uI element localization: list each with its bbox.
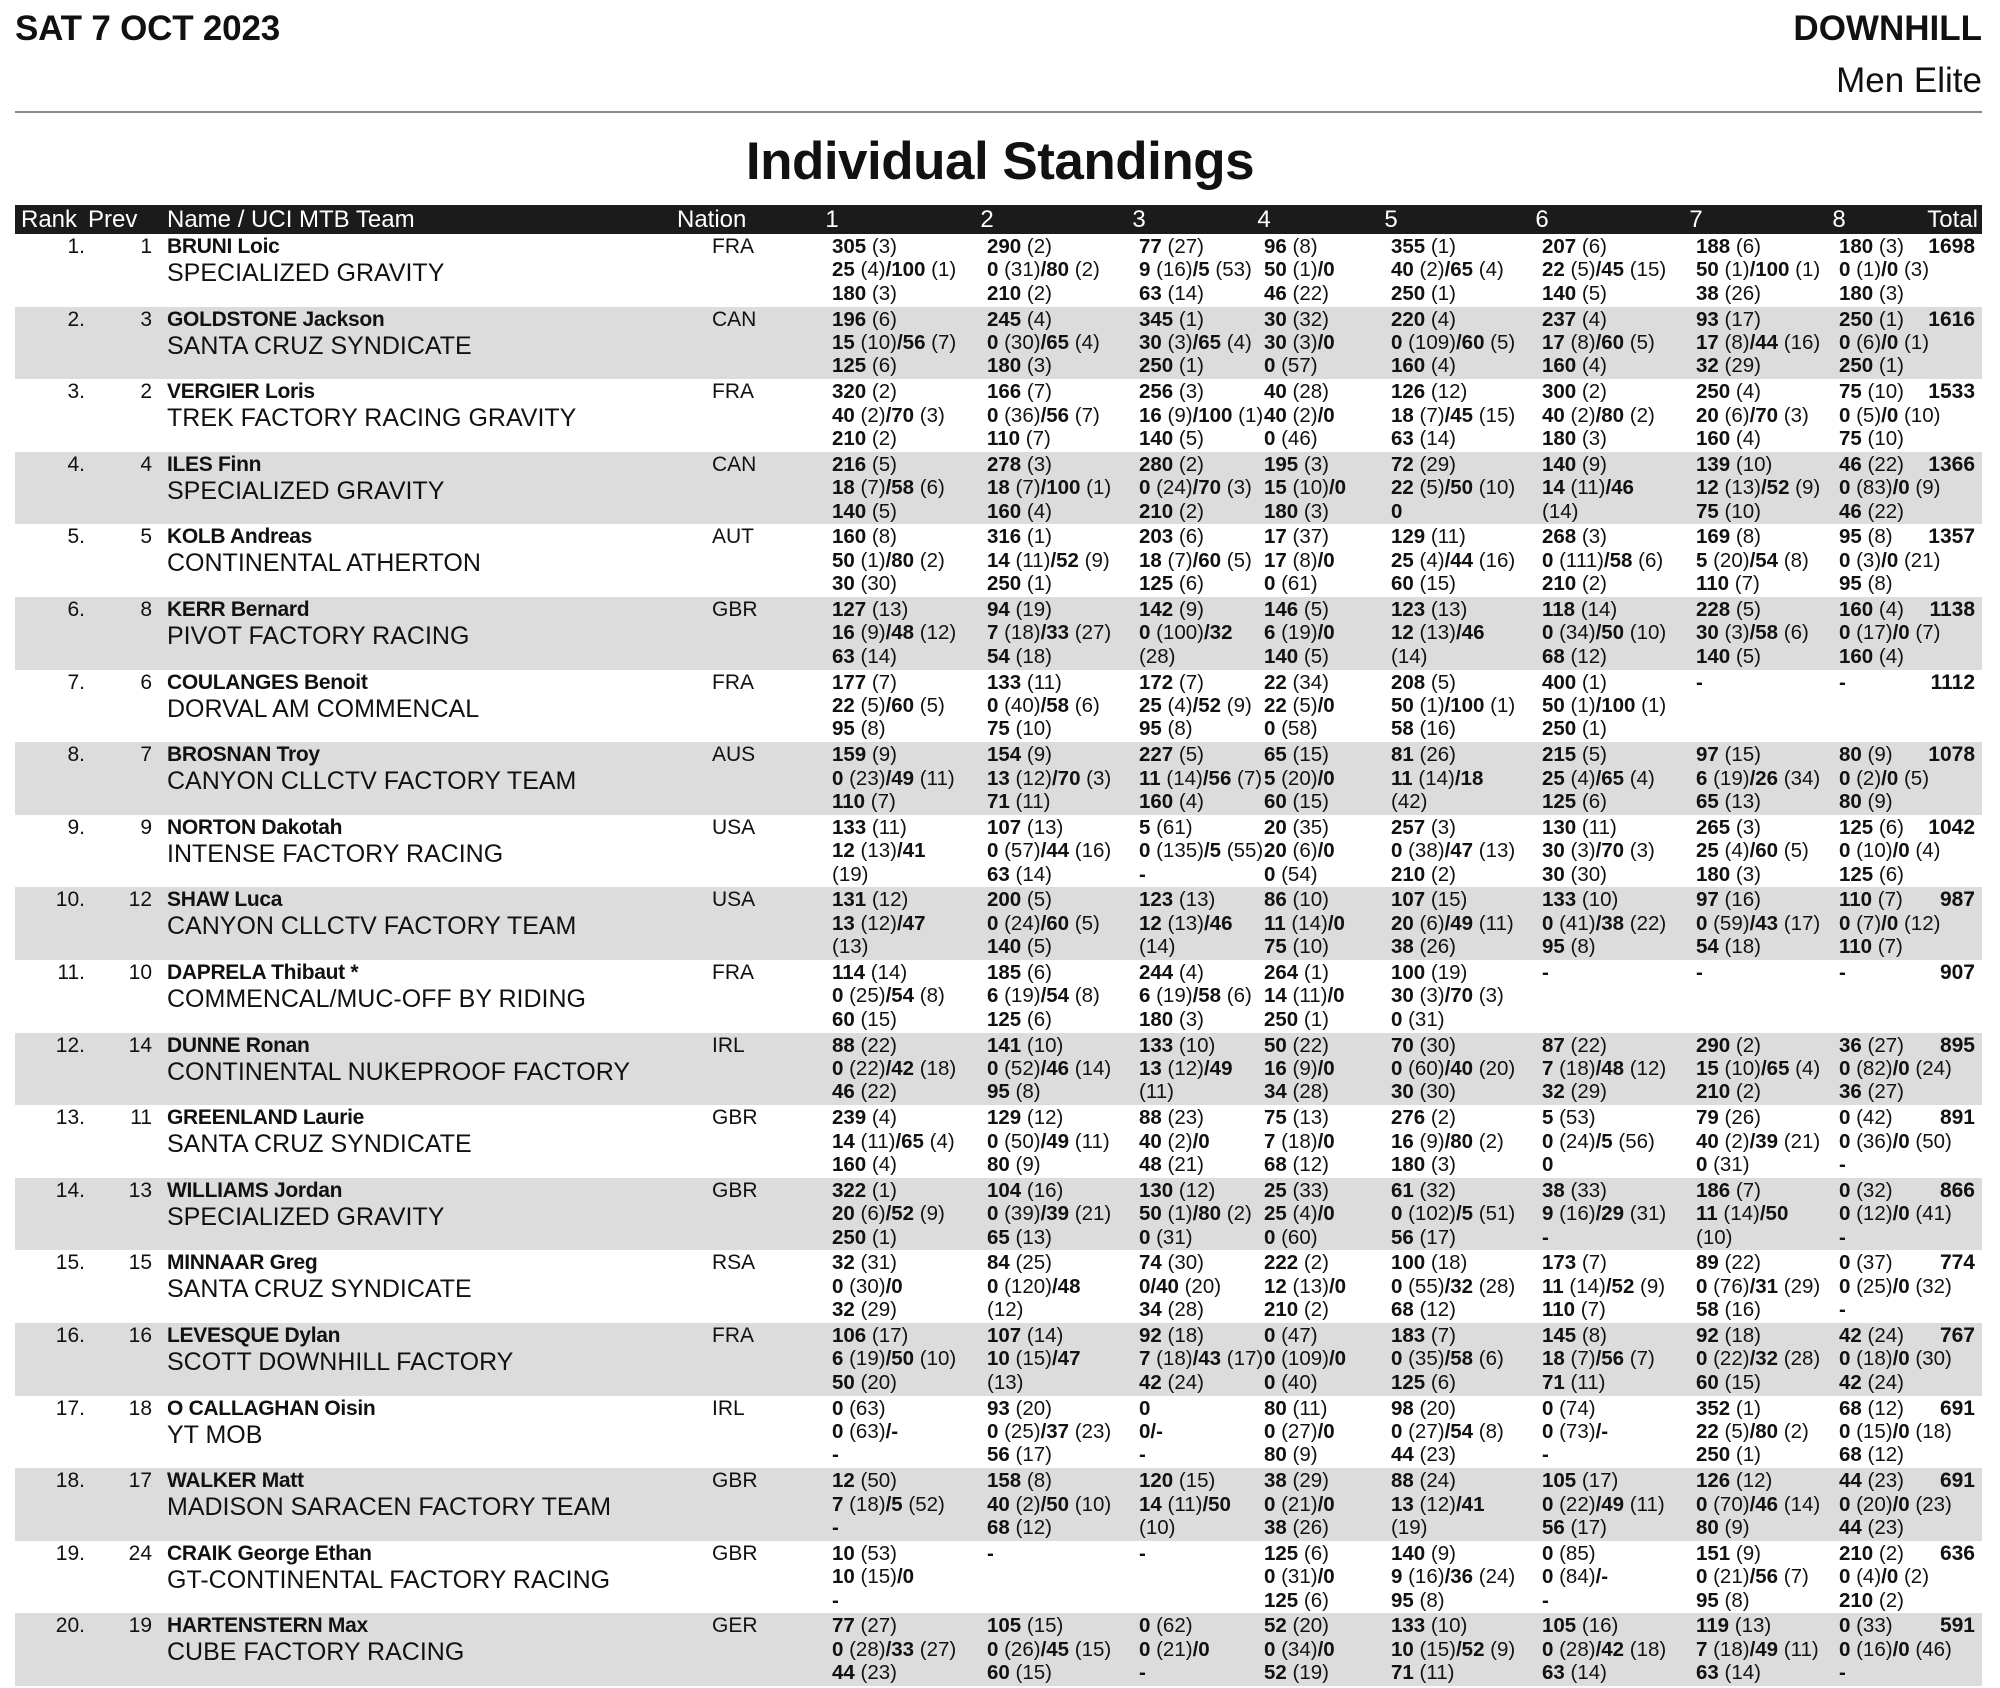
rank-cell: 9. — [67, 815, 85, 839]
column-header-race-1: 1 — [825, 206, 839, 233]
rider-name: WALKER Matt — [167, 1469, 304, 1493]
team-name: CANYON CLLCTV FACTORY TEAM — [167, 767, 577, 796]
previous-rank-cell: 24 — [128, 1541, 152, 1565]
total-points: 891 — [1939, 1106, 1975, 1130]
table-row: 14. 13 WILLIAMS Jordan SPECIALIZED GRAVITY GBR 322 (1) 20 (6)/52 (9) 250 (1) 104 (16) 0 (39)/39 (21) 65 (13) 130 (12) 50 (1)/80 (2) 0 (31) 25 (33) 25 (4)/0 0 (60) 61 (32) 0 (102)/5 (51) 56 (17) 38 (33) 9 (16)/29 (31) - 186 (7) 11 (14)/50 (10) 0 (32) 0 (12)/0 (41) - 866 — [15, 1178, 1982, 1251]
previous-rank-cell: 19 — [128, 1614, 152, 1638]
rider-name: O CALLAGHAN Oisin — [167, 1396, 376, 1420]
total-points: 1533 — [1928, 380, 1975, 404]
previous-rank-cell: 15 — [128, 1251, 152, 1275]
column-header-prev: Prev — [88, 206, 138, 233]
rider-name: DAPRELA Thibaut * — [167, 960, 359, 984]
rank-cell: 13. — [55, 1106, 85, 1130]
rank-cell: 6. — [67, 597, 85, 621]
previous-rank-cell: 3 — [140, 307, 152, 331]
table-row: 12. 14 DUNNE Ronan CONTINENTAL NUKEPROOF FACTORY IRL 88 (22) 0 (22)/42 (18) 46 (22) 141 (10) 0 (52)/46 (14) 95 (8) 133 (10) 13 (12)/49 (11) 50 (22) 16 (9)/0 34 (28) 70 (30) 0 (60)/40 (20) 30 (30) 87 (22) 7 (18)/48 (12) 32 (29) 290 (2) 15 (10)/65 (4) 210 (2) 36 (27) 0 (82)/0 (24) 36 (27) 895 — [15, 1033, 1982, 1106]
table-row: 6. 8 KERR Bernard PIVOT FACTORY RACING GBR 127 (13) 16 (9)/48 (12) 63 (14) 94 (19) 7 (18)/33 (27) 54 (18) 142 (9) 0 (100)/32 (28) 146 (5) 6 (19)/0 140 (5) 123 (13) 12 (13)/46 (14) 118 (14) 0 (34)/50 (10) 68 (12) 228 (5) 30 (3)/58 (6) 140 (5) 160 (4) 0 (17)/0 (7) 160 (4) 1138 — [15, 597, 1982, 670]
total-points: 767 — [1939, 1323, 1975, 1347]
rank-cell: 10. — [55, 888, 85, 912]
column-header-race-4: 4 — [1257, 206, 1271, 233]
table-header — [15, 205, 1982, 234]
rider-name: BRUNI Loic — [167, 235, 280, 258]
table-row: 19. 24 CRAIK George Ethan GT-CONTINENTAL FACTORY RACING GBR 10 (53) 10 (15)/0 - - - 125 (6) 0 (31)/0 125 (6) 140 (9) 9 (16)/36 (24) 95 (8) 0 (85) 0 (84)/- - 151 (9) 0 (21)/56 (7) 95 (8) 210 (2) 0 (4)/0 (2) 210 (2) 636 — [55, 1541, 1975, 1612]
total-points: 1616 — [1928, 307, 1975, 331]
previous-rank-cell: 9 — [140, 815, 152, 839]
table-row: 13. 11 GREENLAND Laurie SANTA CRUZ SYNDICATE GBR 239 (4) 14 (11)/65 (4) 160 (4) 129 (12) 0 (50)/49 (11) 80 (9) 88 (23) 40 (2)/0 48 (21) 75 (13) 7 (18)/0 68 (12) 276 (2) 16 (9)/80 (2) 180 (3) 5 (53) 0 (24)/5 (56) 0 79 (26) 40 (2)/39 (21) 0 (31) 0 (42) 0 (36)/0 (50) - 891 — [55, 1106, 1975, 1176]
previous-rank-cell: 17 — [128, 1469, 152, 1493]
table-row: 4. 4 ILES Finn SPECIALIZED GRAVITY CAN 216 (5) 18 (7)/58 (6) 140 (5) 278 (3) 18 (7)/100 (1) 160 (4) 280 (2) 0 (24)/70 (3) 210 (2) 195 (3) 15 (10)/0 180 (3) 72 (29) 22 (5)/50 (10) 0 140 (9) 14 (11)/46 (14) 139 (10) 12 (13)/52 (9) 75 (10) 46 (22) 0 (83)/0 (9) 46 (22) 1366 — [15, 452, 1982, 525]
total-points: 907 — [1939, 960, 1975, 984]
team-name: DORVAL AM COMMENCAL — [167, 694, 480, 723]
rank-cell: 20. — [55, 1614, 85, 1638]
rider-name: KERR Bernard — [167, 597, 310, 621]
table-row: 3. 2 VERGIER Loris TREK FACTORY RACING GRAVITY FRA 320 (2) 40 (2)/70 (3) 210 (2) 166 (7) 0 (36)/56 (7) 110 (7) 256 (3) 16 (9)/100 (1) 140 (5) 40 (28) 40 (2)/0 0 (46) 126 (12) 18 (7)/45 (15) 63 (14) 300 (2) 40 (2)/80 (2) 180 (3) 250 (4) 20 (6)/70 (3) 160 (4) 75 (10) 0 (5)/0 (10) 75 (10) 1533 — [67, 380, 1975, 450]
rank-cell: 4. — [67, 452, 85, 476]
column-header-name-team: Name / UCI MTB Team — [167, 206, 415, 233]
previous-rank-cell: 6 — [140, 670, 152, 694]
rider-name: VERGIER Loris — [167, 380, 315, 404]
team-name: SANTA CRUZ SYNDICATE — [167, 1130, 472, 1159]
rank-cell: 19. — [55, 1541, 85, 1565]
column-header-rank: Rank — [21, 206, 78, 233]
total-points: 1698 — [1928, 235, 1975, 258]
rider-name: MINNAAR Greg — [167, 1251, 318, 1275]
previous-rank-cell: 1 — [140, 235, 152, 258]
table-row: 20. 19 HARTENSTERN Max CUBE FACTORY RACING GER 77 (27) 0 (28)/33 (27) 44 (23) 105 (15) 0 (26)/45 (15) 60 (15) 0 (62) 0 (21)/0 - 52 (20) 0 (34)/0 52 (19) 133 (10) 10 (15)/52 (9) 71 (11) 105 (16) 0 (28)/42 (18) 63 (14) 119 (13) 7 (18)/49 (11) 63 (14) 0 (33) 0 (16)/0 (46) - 591 — [15, 1613, 1982, 1686]
previous-rank-cell: 8 — [140, 597, 152, 621]
column-header-race-3: 3 — [1132, 206, 1146, 233]
total-points: 636 — [1939, 1541, 1975, 1565]
discipline-label: DOWNHILL — [1793, 9, 1982, 48]
table-row: 10. 12 SHAW Luca CANYON CLLCTV FACTORY TEAM USA 131 (12) 13 (12)/47 (13) 200 (5) 0 (24)/60 (5) 140 (5) 123 (13) 12 (13)/46 (14) 86 (10) 11 (14)/0 75 (10) 107 (15) 20 (6)/49 (11) 38 (26) 133 (10) 0 (41)/38 (22) 95 (8) 97 (16) 0 (59)/43 (17) 54 (18) 110 (7) 0 (7)/0 (12) 110 (7) 987 — [15, 887, 1982, 960]
rank-cell: 3. — [67, 380, 85, 404]
previous-rank-cell: 16 — [128, 1323, 152, 1347]
table-row: 15. 15 MINNAAR Greg SANTA CRUZ SYNDICATE RSA 32 (31) 0 (30)/0 32 (29) 84 (25) 0 (120)/48 (12) 74 (30) 0/40 (20) 34 (28) 222 (2) 12 (13)/0 210 (2) 100 (18) 0 (55)/32 (28) 68 (12) 173 (7) 11 (14)/52 (9) 110 (7) 89 (22) 0 (76)/31 (29) 58 (16) 0 (37) 0 (25)/0 (32) - 774 — [55, 1251, 1975, 1322]
team-name: INTENSE FACTORY RACING — [167, 839, 504, 868]
previous-rank-cell: 13 — [128, 1178, 152, 1202]
table-row: 9. 9 NORTON Dakotah INTENSE FACTORY RACING USA 133 (11) 12 (13)/41 (19) 107 (13) 0 (57)/44 (16) 63 (14) 5 (61) 0 (135)/5 (55) - 20 (35) 20 (6)/0 0 (54) 257 (3) 0 (38)/47 (13) 210 (2) 130 (11) 30 (3)/70 (3) 30 (30) 265 (3) 25 (4)/60 (5) 180 (3) 125 (6) 0 (10)/0 (4) 125 (6) 1042 — [67, 815, 1975, 886]
table-row: 1. 1 BRUNI Loic SPECIALIZED GRAVITY FRA 305 (3) 25 (4)/100 (1) 180 (3) 290 (2) 0 (31)/80 (2) 210 (2) 77 (27) 9 (16)/5 (53) 63 (14) 96 (8) 50 (1)/0 46 (22) 355 (1) 40 (2)/65 (4) 250 (1) 207 (6) 22 (5)/45 (15) 140 (5) 188 (6) 50 (1)/100 (1) 38 (26) 180 (3) 0 (1)/0 (3) 180 (3) 1698 — [67, 235, 1975, 305]
table-row: 16. 16 LEVESQUE Dylan SCOTT DOWNHILL FACTORY FRA 106 (17) 6 (19)/50 (10) 50 (20) 107 (14) 10 (15)/47 (13) 92 (18) 7 (18)/43 (17) 42 (24) 0 (47) 0 (109)/0 0 (40) 183 (7) 0 (35)/58 (6) 125 (6) 145 (8) 18 (7)/56 (7) 71 (11) 92 (18) 0 (22)/32 (28) 60 (15) 42 (24) 0 (18)/0 (30) 42 (24) 767 — [15, 1323, 1982, 1396]
team-name: SPECIALIZED GRAVITY — [167, 259, 445, 287]
column-header-race-6: 6 — [1535, 206, 1549, 233]
column-header-race-7: 7 — [1689, 206, 1703, 233]
rank-cell: 11. — [57, 960, 85, 984]
column-header-total: Total — [1927, 206, 1978, 233]
total-points: 866 — [1939, 1178, 1975, 1202]
previous-rank-cell: 7 — [140, 743, 152, 767]
rank-cell: 12. — [55, 1033, 85, 1057]
rank-cell: 18. — [55, 1469, 85, 1493]
column-header-race-5: 5 — [1384, 206, 1398, 233]
rider-name: DUNNE Ronan — [167, 1033, 310, 1057]
rider-name: COULANGES Benoit — [167, 670, 368, 694]
team-name: CANYON CLLCTV FACTORY TEAM — [167, 912, 577, 941]
previous-rank-cell: 14 — [128, 1033, 152, 1057]
team-name: CONTINENTAL ATHERTON — [167, 549, 481, 578]
total-points: 1357 — [1928, 525, 1975, 549]
previous-rank-cell: 18 — [128, 1396, 152, 1420]
column-header-race-2: 2 — [980, 206, 994, 233]
rider-name: HARTENSTERN Max — [167, 1614, 368, 1638]
team-name: SPECIALIZED GRAVITY — [167, 476, 445, 505]
team-name: CONTINENTAL NUKEPROOF FACTORY — [167, 1057, 631, 1086]
table-row: 11. 10 DAPRELA Thibaut * COMMENCAL/MUC-OFF BY RIDING FRA 114 (14) 0 (25)/54 (8) 60 (15) 185 (6) 6 (19)/54 (8) 125 (6) 244 (4) 6 (19)/58 (6) 180 (3) 264 (1) 14 (11)/0 250 (1) 100 (19) 30 (3)/70 (3) 0 (31) - - - 907 — [57, 960, 1975, 1031]
event-date: SAT 7 OCT 2023 — [15, 9, 280, 48]
rider-name: BROSNAN Troy — [167, 743, 320, 767]
table-row: 2. 3 GOLDSTONE Jackson SANTA CRUZ SYNDICATE CAN 196 (6) 15 (10)/56 (7) 125 (6) 245 (4) 0 (30)/65 (4) 180 (3) 345 (1) 30 (3)/65 (4) 250 (1) 30 (32) 30 (3)/0 0 (57) 220 (4) 0 (109)/60 (5) 160 (4) 237 (4) 17 (8)/60 (5) 160 (4) 93 (17) 17 (8)/44 (16) 32 (29) 250 (1) 0 (6)/0 (1) 250 (1) 1616 — [15, 307, 1982, 380]
rank-cell: 7. — [67, 670, 85, 694]
total-points: 1042 — [1928, 815, 1975, 839]
rider-name: LEVESQUE Dylan — [167, 1323, 341, 1347]
table-row: 7. 6 COULANGES Benoit DORVAL AM COMMENCAL FRA 177 (7) 22 (5)/60 (5) 95 (8) 133 (11) 0 (40)/58 (6) 75 (10) 172 (7) 25 (4)/52 (9) 95 (8) 22 (34) 22 (5)/0 0 (58) 208 (5) 50 (1)/100 (1) 58 (16) 400 (1) 50 (1)/100 (1) 250 (1) - - 1112 — [67, 670, 1975, 741]
total-points: 591 — [1939, 1614, 1975, 1638]
team-name: YT MOB — [167, 1420, 263, 1449]
rank-cell: 1. — [67, 235, 85, 258]
team-name: PIVOT FACTORY RACING — [167, 621, 470, 650]
previous-rank-cell: 11 — [130, 1106, 152, 1130]
table-row: 5. 5 KOLB Andreas CONTINENTAL ATHERTON AUT 160 (8) 50 (1)/80 (2) 30 (30) 316 (1) 14 (11)/52 (9) 250 (1) 203 (6) 18 (7)/60 (5) 125 (6) 17 (37) 17 (8)/0 0 (61) 129 (11) 25 (4)/44 (16) 60 (15) 268 (3) 0 (111)/58 (6) 210 (2) 169 (8) 5 (20)/54 (8) 110 (7) 95 (8) 0 (3)/0 (21) 95 (8) 1357 — [67, 525, 1975, 596]
team-name: SANTA CRUZ SYNDICATE — [167, 331, 472, 360]
team-name: SANTA CRUZ SYNDICATE — [167, 1275, 472, 1304]
team-name: MADISON SARACEN FACTORY TEAM — [167, 1493, 612, 1522]
total-points: 1138 — [1929, 597, 1975, 621]
rank-cell: 2. — [67, 307, 85, 331]
rider-name: ILES Finn — [167, 452, 262, 476]
previous-rank-cell: 10 — [128, 960, 152, 984]
rider-name: CRAIK George Ethan — [167, 1541, 372, 1565]
rider-name: GREENLAND Laurie — [167, 1106, 365, 1130]
column-header-nation: Nation — [677, 206, 747, 233]
rider-name: KOLB Andreas — [167, 525, 312, 549]
previous-rank-cell: 5 — [140, 525, 152, 549]
rider-name: GOLDSTONE Jackson — [167, 307, 385, 331]
rank-cell: 15. — [55, 1251, 85, 1275]
total-points: 691 — [1939, 1396, 1975, 1420]
header-divider — [15, 111, 1982, 113]
team-name: TREK FACTORY RACING GRAVITY — [167, 404, 577, 433]
total-points: 895 — [1939, 1033, 1975, 1057]
team-name: SPECIALIZED GRAVITY — [167, 1202, 445, 1231]
team-name: CUBE FACTORY RACING — [167, 1638, 465, 1667]
column-header-race-8: 8 — [1832, 206, 1846, 233]
team-name: COMMENCAL/MUC-OFF BY RIDING — [167, 984, 586, 1013]
rank-cell: 17. — [55, 1396, 85, 1420]
total-points: 774 — [1939, 1251, 1975, 1275]
total-points: 987 — [1939, 888, 1975, 912]
total-points: 1366 — [1928, 452, 1975, 476]
previous-rank-cell: 4 — [140, 452, 152, 476]
team-name: GT-CONTINENTAL FACTORY RACING — [167, 1565, 611, 1594]
previous-rank-cell: 2 — [140, 380, 152, 404]
rank-cell: 16. — [55, 1323, 85, 1347]
total-points: 1078 — [1928, 743, 1975, 767]
team-name: SCOTT DOWNHILL FACTORY — [167, 1347, 514, 1376]
rider-name: WILLIAMS Jordan — [167, 1178, 343, 1202]
table-row: 18. 17 WALKER Matt MADISON SARACEN FACTORY TEAM GBR 12 (50) 7 (18)/5 (52) - 158 (8) 40 (2)/50 (10) 68 (12) 120 (15) 14 (11)/50 (10) 38 (29) 0 (21)/0 38 (26) 88 (24) 13 (12)/41 (19) 105 (17) 0 (22)/49 (11) 56 (17) 126 (12) 0 (70)/46 (14) 80 (9) 44 (23) 0 (20)/0 (23) 44 (23) 691 — [15, 1468, 1982, 1541]
category-label: Men Elite — [1836, 61, 1982, 100]
rank-cell: 14. — [55, 1178, 85, 1202]
rider-name: NORTON Dakotah — [167, 815, 343, 839]
previous-rank-cell: 12 — [128, 888, 152, 912]
rider-name: SHAW Luca — [167, 888, 283, 912]
table-row: 17. 18 O CALLAGHAN Oisin YT MOB IRL 0 (63) 0 (63)/- - 93 (20) 0 (25)/37 (23) 56 (17) 0 0/- - 80 (11) 0 (27)/0 80 (9) 98 (20) 0 (27)/54 (8) 44 (23) 0 (74) 0 (73)/- - 352 (1) 22 (5)/80 (2) 250 (1) 68 (12) 0 (15)/0 (18) 68 (12) 691 — [55, 1396, 1975, 1467]
standings-table — [15, 234, 1982, 1686]
rank-cell: 8. — [67, 743, 85, 767]
total-points: 1112 — [1930, 670, 1975, 694]
rank-cell: 5. — [67, 525, 85, 549]
page-title: Individual Standings — [745, 132, 1255, 191]
table-row: 8. 7 BROSNAN Troy CANYON CLLCTV FACTORY TEAM AUS 159 (9) 0 (23)/49 (11) 110 (7) 154 (9) 13 (12)/70 (3) 71 (11) 227 (5) 11 (14)/56 (7) 160 (4) 65 (15) 5 (20)/0 60 (15) 81 (26) 11 (14)/18 (42) 215 (5) 25 (4)/65 (4) 125 (6) 97 (15) 6 (19)/26 (34) 65 (13) 80 (9) 0 (2)/0 (5) 80 (9) 1078 — [15, 742, 1982, 815]
total-points: 691 — [1939, 1469, 1975, 1493]
